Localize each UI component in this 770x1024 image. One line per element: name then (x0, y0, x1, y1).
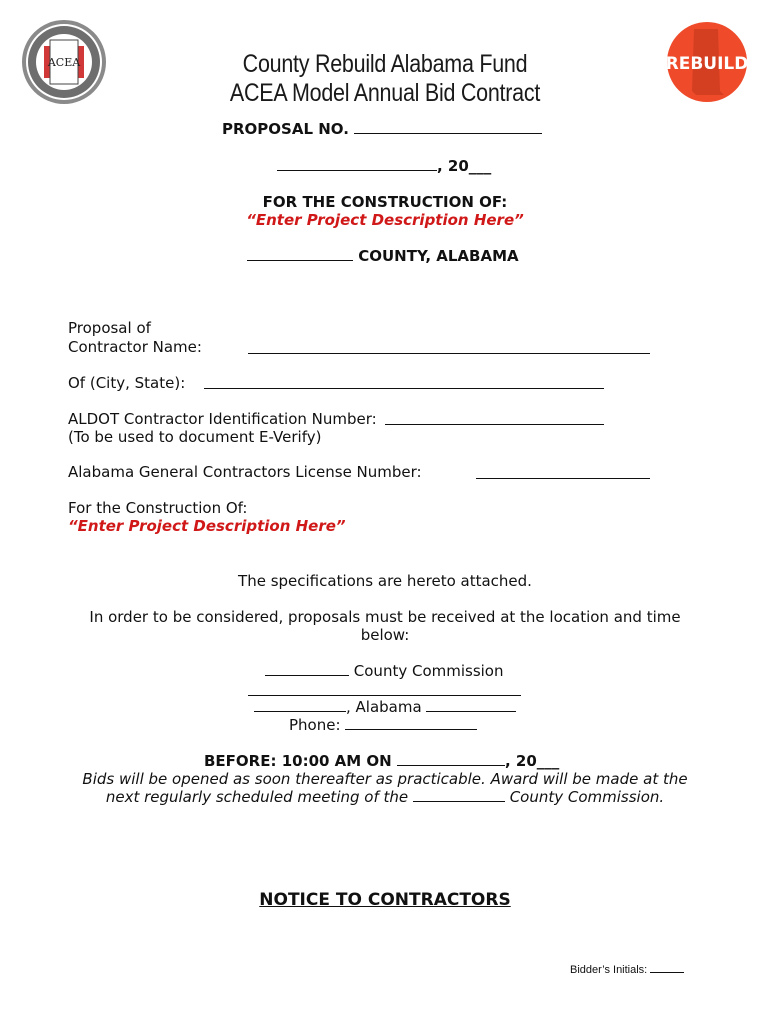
notice-heading: NOTICE TO CONTRACTORS (259, 890, 511, 910)
license-blank[interactable] (476, 466, 650, 479)
proposal-no-blank[interactable] (354, 121, 542, 134)
phone-line: Phone: (289, 716, 477, 734)
before-line: BEFORE: 10:00 AM ON , 20___ (204, 752, 560, 770)
county-blank[interactable] (247, 248, 353, 261)
meeting-county-blank[interactable] (413, 789, 505, 802)
city-state-label: Of (City, State): (68, 374, 186, 392)
city-blank[interactable] (254, 699, 346, 712)
consider-line-1: In order to be considered, proposals must be received at the location and time (89, 608, 681, 626)
specs-note: The specifications are hereto attached. (238, 572, 532, 590)
title-line-1: County Rebuild Alabama Fund (242, 50, 528, 78)
construction-of-label: For the Construction Of: (68, 499, 248, 517)
svg-text:ACEA: ACEA (47, 56, 81, 69)
alabama-line: , Alabama (254, 698, 516, 716)
bid-date-blank[interactable] (397, 753, 505, 766)
contractor-name-label: Contractor Name: (68, 338, 202, 356)
contractor-name-blank[interactable] (248, 341, 650, 354)
bids-line-1: Bids will be opened as soon thereafter as practicable. Award will be made at the (82, 770, 688, 788)
rebuild-logo (666, 21, 748, 103)
initials-blank[interactable] (650, 963, 684, 973)
aldot-id-label: ALDOT Contractor Identification Number: (68, 410, 377, 428)
aldot-id-blank[interactable] (385, 412, 604, 425)
consider-line-2: below: (360, 626, 410, 644)
svg-text:REBUILD: REBUILD (666, 54, 748, 74)
title-line-2: ACEA Model Annual Bid Contract (229, 79, 541, 107)
commission-line: County Commission (265, 662, 504, 680)
bidder-initials: Bidder’s Initials: (570, 963, 684, 976)
city-state-blank[interactable] (204, 376, 604, 389)
construction-label: FOR THE CONSTRUCTION OF: (262, 193, 508, 211)
address-blank[interactable] (248, 683, 521, 696)
proposal-no: PROPOSAL NO. (222, 120, 542, 138)
license-label: Alabama General Contractors License Number: (68, 463, 422, 481)
zip-blank[interactable] (426, 699, 516, 712)
bids-line-2: next regularly scheduled meeting of the County Commission. (105, 788, 665, 806)
proposal-of-label: Proposal of (68, 319, 151, 337)
everify-note: (To be used to document E-Verify) (68, 428, 322, 446)
phone-blank[interactable] (345, 717, 477, 730)
date-blank[interactable] (277, 158, 437, 171)
project-placeholder-form: “Enter Project Description Here” (68, 517, 346, 535)
project-placeholder-header: “Enter Project Description Here” (246, 211, 524, 229)
date-line: , 20___ (277, 157, 491, 175)
commission-county-blank[interactable] (265, 663, 349, 676)
county-line: COUNTY, ALABAMA (247, 247, 519, 265)
